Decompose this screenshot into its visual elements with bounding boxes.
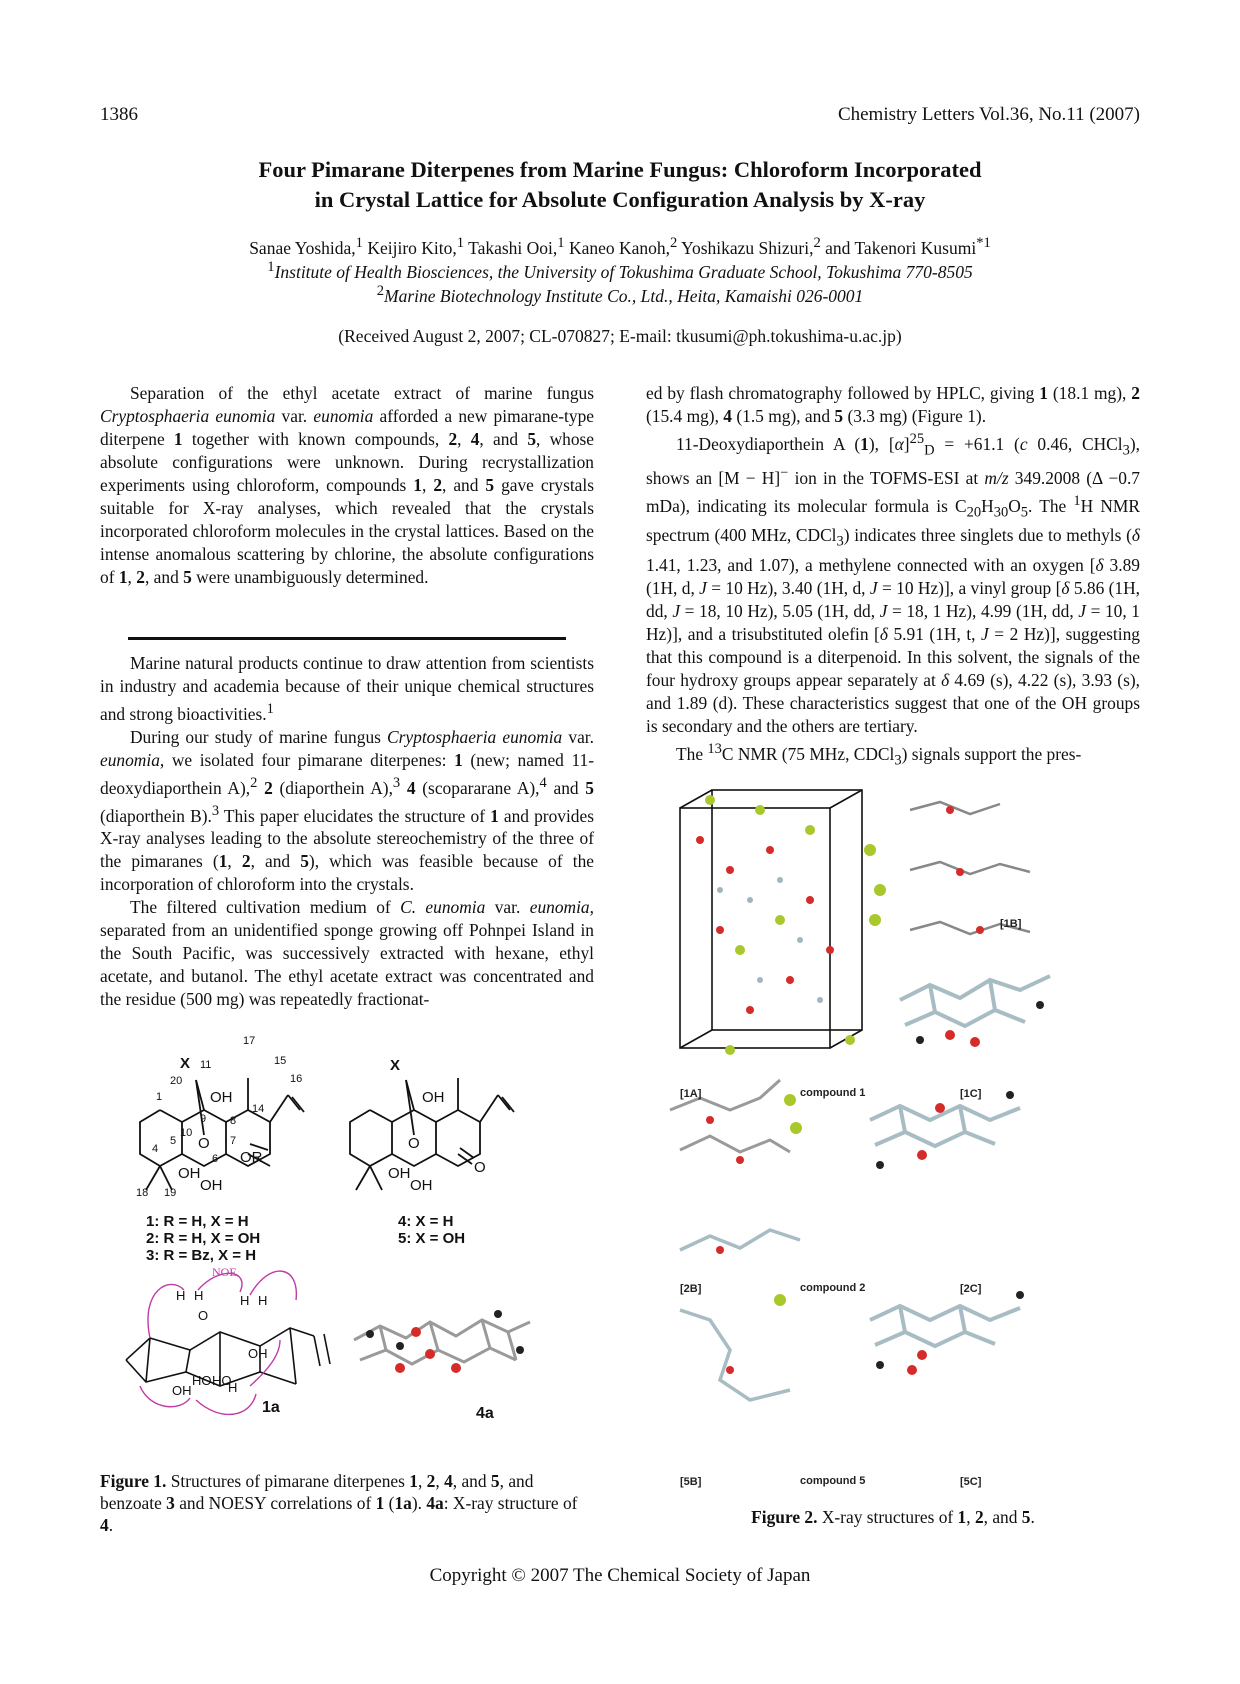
page-number: 1386 <box>100 104 138 125</box>
right-paragraph-1: ed by flash chromatography followed by HPLC, giving 1 (18.1 mg), 2 (15.4 mg), 4 (1.5 mg), and 5 (3.3 mg) (Figure 1). <box>646 383 1140 426</box>
figure-1 <box>100 1035 600 1460</box>
label-1a: 1a <box>262 1399 280 1416</box>
left-paragraph-1: Marine natural products continue to draw attention from scientists in industry and academia because of their unique chemical structures and strong bioactivities.$^1$ <box>100 653 594 724</box>
struct4-oh-6: OH <box>410 1177 433 1194</box>
atom-7: 7 <box>230 1135 237 1147</box>
struct4-o: O <box>408 1135 420 1152</box>
paper-title <box>150 155 1090 215</box>
abstract-divider <box>128 637 566 640</box>
figure-1-caption: Figure 1. Structures of pimarane diterpenes 1, 2, 4, and 5, and benzoate 3 and NOESY correlations of 1 (1a). 4a: X-ray structure of 4. <box>100 1471 578 1535</box>
atom-19: 19 <box>164 1187 177 1199</box>
struct4-x: X <box>390 1057 401 1074</box>
right-paragraph-2: 11-Deoxydiaporthein A (1), $[\alpha]^{25}_D = +61.1$ (c 0.46, CHCl$_3$), shows an [M − H]− ion in the TOFMS-ESI at m/z 349.2008 (Δ −0.7 mDa), indicating its molecular formula is $C_{20}H_{30}O_5$. The $^1$H NMR spectrum (400 MHz, CDCl$_3$) indicates three singlets due to methyls (δ 1.41, 1.23, and 1.07), a methylene connected with an oxygen [δ 3.89 (1H, d, J = 10 Hz), 3.40 (1H, d, J = 10 Hz)], a vinyl group [δ 5.86 (1H, dd, J = 18, 10 Hz), 5.05 (1H, dd, J = 18, 1 Hz), 4.99 (1H, dd, J = 10, 1 Hz)], and a trisubstituted olefin [δ 5.91 (1H, t, J = 2 Hz)], suggesting that this compound is a diterpenoid. In this solvent, the signals of the four hydroxy groups appear separately at δ 4.69 (s), 4.22 (s), 3.93 (s), and 1.89 (d). These characteristics suggest that one of the OH groups is secondary and the others are tertiary. <box>646 431 1141 736</box>
left-paragraph-3: The filtered cultivation medium of C. eunomia var. eunomia, separated from an unidentified sponge growing off Pohnpei Island in the South Pacific, was successively extracted with hexane, ethyl acetate, and butanol. The ethyl acetate extract was concentrated and the residue (500 mg) was repeatedly fractionat- <box>100 897 594 1010</box>
struct4-ketone-o: O <box>474 1159 486 1176</box>
atom-16: 16 <box>290 1073 303 1085</box>
struct1-or: OR <box>240 1149 263 1166</box>
noe-h-2: H <box>194 1288 204 1303</box>
atom-17: 17 <box>243 1035 256 1047</box>
struct1-oh: OH <box>210 1089 233 1106</box>
received-line: (Received August 2, 2007; CL-070827; E-mail: tkusumi@ph.tokushima-u.ac.jp) <box>338 326 902 346</box>
title-line-2: in Crystal Lattice for Absolute Configuration Analysis by X-ray <box>314 187 926 212</box>
atom-9: 9 <box>200 1113 207 1125</box>
figure-2-xray <box>660 780 1130 1500</box>
struct1-oh-6: OH <box>200 1177 223 1194</box>
noe-o: O <box>198 1308 209 1323</box>
atom-1: 1 <box>156 1091 163 1103</box>
molecule-1c <box>900 976 1050 1047</box>
label-1c: [1C] <box>960 1088 982 1100</box>
affiliation-1: $^1$Institute of Health Biosciences, the University of Tokushima Graduate School, Tokushima 770-8505 <box>267 259 973 282</box>
figure-1-structures <box>100 1035 600 1460</box>
noe-label: NOE <box>212 1265 237 1279</box>
noe-ho-1: HO <box>192 1373 212 1388</box>
right-body <box>646 382 1140 772</box>
list-4: 4: X = H <box>398 1213 454 1230</box>
struct4-oh-5: OH <box>388 1165 411 1182</box>
noe-h-1: H <box>176 1288 186 1303</box>
authors: Sanae Yoshida,$^1$ Keijiro Kito,$^1$ Takashi Ooi,$^1$ Kaneo Kanoh,$^2$ Yoshikazu Shizuri,$^2$ and Takenori Kusumi$^{*1}$ <box>249 235 991 258</box>
atom-5: 5 <box>170 1135 177 1147</box>
molecule-1b <box>864 802 1030 934</box>
label-2b: [2B] <box>680 1283 702 1295</box>
list-5: 5: X = OH <box>398 1230 466 1247</box>
figure-2-caption: Figure 2. X-ray structures of 1, 2, and 5. <box>751 1507 1035 1527</box>
atom-8: 8 <box>230 1115 237 1127</box>
left-body <box>100 652 594 1011</box>
molecule-2c <box>870 1091 1020 1169</box>
atom-4: 4 <box>152 1143 159 1155</box>
left-paragraph-2: During our study of marine fungus Cryptosphaeria eunomia var. eunomia, we isolated four pimarane diterpenes: 1 (new; named 11-deoxydiaporthein A),$^2$ 2 (diaporthein A),$^3$ 4 (scopararane A),$^4$ and 5 (diaporthein B).$^3$ This paper elucidates the structure of 1 and provides X-ray analyses leading to the absolute stereochemistry of the three of the pimaranes (1, 2, and 5), which was feasible because of the incorporation of chloroform into the crystals. <box>100 726 595 895</box>
atom-14: 14 <box>252 1103 265 1115</box>
struct1-oh-5: OH <box>178 1165 201 1182</box>
label-4a: 4a <box>476 1405 494 1422</box>
struct1-o: O <box>198 1135 210 1152</box>
noe-h-3: H <box>240 1293 250 1308</box>
packing-molecules <box>696 795 855 1055</box>
label-2c: [2C] <box>960 1283 982 1295</box>
noe-h-5: H <box>228 1380 238 1395</box>
atom-18: 18 <box>136 1187 149 1199</box>
copyright-footer: Copyright © 2007 The Chemical Society of Japan <box>429 1565 811 1586</box>
abstract-text: Separation of the ethyl acetate extract of marine fungus Cryptosphaeria eunomia var. eunomia afforded a new pimarane-type diterpene 1 together with known compounds, 2, 4, and 5, whose absolute configurations were unknown. During recrystallization experiments using chloroform, compounds 1, 2, and 5 gave crystals suitable for X-ray analyses, which revealed that the crystals incorporated chloroform molecules in the crystal lattices. Based on the intense anomalous scattering by chlorine, the absolute configurations of 1, 2, and 5 were unambiguously determined. <box>100 383 595 587</box>
xray-4a <box>354 1310 530 1373</box>
atom-6: 6 <box>212 1153 219 1165</box>
noe-ho-2: HO <box>212 1373 232 1388</box>
list-1: 1: R = H, X = H <box>146 1213 249 1230</box>
noe-h-4: H <box>258 1293 268 1308</box>
label-1a-xray: [1A] <box>680 1088 702 1100</box>
abstract <box>100 382 594 589</box>
list-3: 3: R = Bz, X = H <box>146 1247 257 1264</box>
noe-oh-1: OH <box>248 1346 268 1361</box>
struct1-x: X <box>180 1055 191 1072</box>
title-line-1: Four Pimarane Diterpenes from Marine Fungus: Chloroform Incorporated <box>258 157 982 182</box>
figure-2 <box>660 780 1130 1500</box>
unit-cell <box>680 790 862 1048</box>
struct4-oh: OH <box>422 1089 445 1106</box>
label-compound-1: compound 1 <box>800 1087 866 1099</box>
atom-20: 20 <box>170 1075 183 1087</box>
molecule-5c <box>870 1291 1024 1375</box>
atom-10: 10 <box>180 1127 193 1139</box>
noe-oh-2: OH <box>172 1383 192 1398</box>
list-2: 2: R = H, X = OH <box>146 1230 261 1247</box>
journal-info: Chemistry Letters Vol.36, No.11 (2007) <box>837 104 1140 125</box>
label-5c: [5C] <box>960 1476 982 1488</box>
atom-11: 11 <box>200 1059 212 1071</box>
molecule-5b <box>680 1230 800 1400</box>
right-paragraph-3: The $^{13}$C NMR (75 MHz, CDCl$_3$) signals support the pres- <box>676 740 1082 769</box>
label-compound-2: compound 2 <box>800 1282 866 1294</box>
label-1b: [1B] <box>1000 918 1022 930</box>
label-5b: [5B] <box>680 1476 702 1488</box>
atom-15: 15 <box>274 1055 287 1067</box>
affiliation-2: $^2$Marine Biotechnology Institute Co., Ltd., Heita, Kamaishi 026-0001 <box>376 283 864 306</box>
label-compound-5: compound 5 <box>800 1475 866 1487</box>
